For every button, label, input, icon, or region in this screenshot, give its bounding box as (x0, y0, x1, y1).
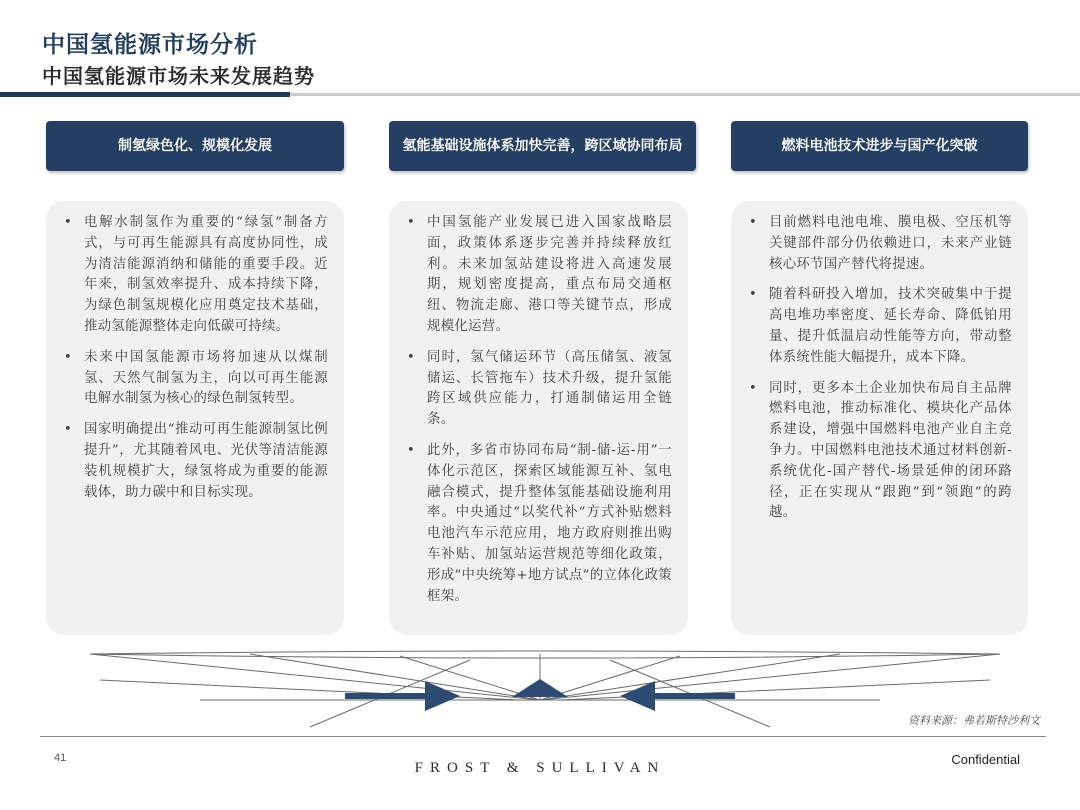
bullet-text: 目前燃料电池电堆、膜电极、空压机等关键部件部分仍依赖进口，未来产业链核心环节国产替代将提速。 (769, 215, 1012, 272)
column-card-infrastructure (389, 201, 688, 635)
column-card-fuel-cell (731, 201, 1028, 635)
column-header-label: 燃料电池技术进步与国产化突破 (781, 138, 978, 154)
arch-ray (90, 654, 540, 700)
bullet-text: 此外，多省市协同布局“制-储-运-用”一体化示范区，探索区域能源互补、氢电融合模式，提升整体氢能基础设施利用率。中央通过“以奖代补”方式补贴燃料电池汽车示范应用，地方政府则推出购车补贴、加氢站运营规范等细化政策，形成“中央统筹+地方试点”的立体化政策框架。 (427, 442, 672, 604)
column-header-label: 制氢绿色化、规模化发展 (118, 138, 272, 154)
bullet-icon: • (749, 380, 757, 396)
list-item (405, 348, 672, 431)
list-item (62, 213, 328, 338)
bullet-icon: • (64, 349, 72, 365)
bullet-list (405, 213, 672, 607)
bullet-list (62, 213, 328, 503)
bullet-text: 同时，更多本土企业加快布局自主品牌燃料电池，推动标准化、模块化产品体系建设，增强中国燃料电池产业自主竞争力。中国燃料电池技术通过材料创新-系统优化-国产替代-场景延伸的闭环路径，正在实现从“跟跑”到“领跑”的跨越。 (769, 380, 1012, 521)
column-header-label: 氢能基础设施体系加快完善，跨区域协同布局 (402, 138, 683, 154)
bullet-text: 国家明确提出“推动可再生能源制氢比例提升”，尤其随着风电、光伏等清洁能源装机规模扩大，绿氢将成为重要的能源载体，助力碳中和目标实现。 (84, 422, 328, 500)
bullet-icon: • (407, 349, 415, 365)
bullet-text: 中国氢能产业发展已进入国家战略层面，政策体系逐步完善并持续释放红利。未来加氢站建设将进入高速发展期，规划密度提高，重点布局交通枢纽、物流走廊、港口等关键节点，形成规模化运营。 (427, 215, 672, 334)
bullet-text: 同时，氢气储运环节（高压储氢、液氢储运、长管拖车）技术升级，提升氢能跨区域供应能力，打通制储运用全链条。 (427, 349, 672, 428)
list-item (405, 213, 672, 338)
bullet-icon: • (407, 442, 415, 458)
column-card-green-hydrogen (46, 201, 344, 635)
bullet-icon: • (64, 422, 72, 438)
arch-outer-curve (90, 651, 1000, 654)
arch-ray (540, 654, 1000, 700)
brand-logo: FROST & SULLIVAN (414, 760, 666, 776)
page-number: 41 (54, 752, 67, 764)
bullet-icon: • (749, 215, 757, 230)
bullet-text: 未来中国氢能源市场将加速从以煤制氢、天然气制氢为主，向以可再生能源电解水制氢为核心的绿色制氢转型。 (84, 349, 328, 407)
footer-rule (40, 736, 1046, 737)
bullet-text: 电解水制氢作为重要的“绿氢”制备方式，与可再生能源具有高度协同性，成为清洁能源消纳和储能的重要手段。近年来，制氢效率提升、成本持续下降，为绿色制氢规模化应用奠定技术基础，推动氢能源整体走向低碳可持续。 (84, 215, 328, 334)
bullet-icon: • (407, 215, 415, 230)
title-rule-accent (0, 92, 290, 97)
column-header-fuel-cell (731, 121, 1028, 171)
list-item (62, 420, 328, 503)
column-header-infrastructure (389, 121, 696, 171)
bullet-text: 随着科研投入增加，技术突破集中于提高电堆功率密度、延长寿命、降低铂用量、提升低温启动性能等方向，带动整体系统性能大幅提升，成本下降。 (769, 287, 1012, 365)
list-item (747, 213, 1012, 275)
page-subtitle: 中国氢能源市场未来发展趋势 (42, 64, 315, 88)
list-item (62, 348, 328, 410)
column-header-green-hydrogen (46, 121, 344, 171)
bullet-list (747, 213, 1012, 524)
arrow-center-icon (512, 679, 568, 697)
bullet-icon: • (749, 287, 757, 303)
bullet-icon: • (64, 215, 72, 230)
list-item (747, 379, 1012, 525)
list-item (747, 285, 1012, 368)
list-item (405, 441, 672, 607)
arch-inner-curve (90, 654, 1000, 658)
confidential-label: Confidential (951, 752, 1020, 767)
title-rule (290, 93, 1080, 96)
source-note: 资料来源：弗若斯特沙利文 (908, 714, 1040, 727)
page-title: 中国氢能源市场分析 (42, 32, 258, 58)
